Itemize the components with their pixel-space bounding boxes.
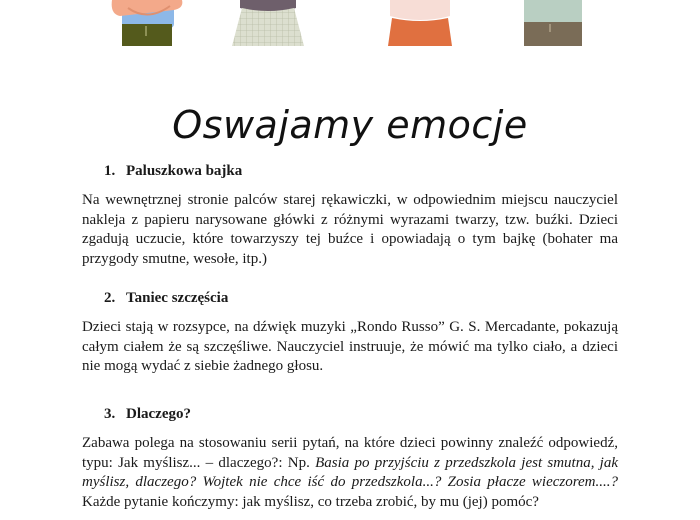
page-title: Oswajamy emocje (172, 103, 528, 148)
section-heading (82, 406, 618, 426)
section-number: 3. (104, 406, 116, 422)
section-title: Dlaczego? (126, 406, 191, 422)
section-heading (82, 163, 618, 183)
child-figure-2 (228, 0, 312, 48)
body-text: Każde pytanie kończymy: jak myślisz, co trzeba zrobić, by mu (jej) pomóc? (82, 493, 539, 510)
section-body: Dzieci stają w rozsypce, na dźwięk muzyki „Rondo Russo” G. S. Mercadante, pokazują całym ciałem że są szczęśliwe. Nauczyciel instruuje, że mówić ma tylko ciało, a dzieci nie mogą wydać z siebie żadnego głosu. (82, 319, 618, 374)
section-title: Paluszkowa bajka (126, 163, 243, 179)
section-body: Na wewnętrznej stronie palców starej rękawiczki, w odpowiednim miejscu nauczyciel nakleja z papieru narysowane główki z różnymi wyrazami twarzy, tzw. buźki. Dzieci zgadują uczucie, które towarzyszy tej buźce i opowiadają o tym bajkę (bohater ma przygody smutne, wesołe, itp.) (82, 192, 618, 267)
section-1 (82, 163, 618, 269)
section-title: Taniec szczęścia (126, 290, 229, 306)
section-number: 1. (104, 163, 116, 179)
example-questions: Basia po przyjściu z przedszkola jest smutna, jak myślisz, dlaczego? Wojtek nie chce iść do przedszkola...? Zosia płacze wieczorem....? (82, 454, 619, 490)
section-2 (82, 290, 618, 377)
body-text: Zabawa polega na stosowaniu serii pytań, na które dzieci powinny znaleźć odpowiedź, typu: Jak myślisz... – dlaczego?: Np. (82, 435, 618, 471)
section-heading (82, 290, 618, 310)
header-illustration (0, 0, 700, 50)
section-body (82, 434, 618, 512)
section-number: 2. (104, 290, 116, 306)
child-figure-4 (520, 0, 586, 48)
child-figure-1 (108, 0, 188, 48)
section-3 (82, 406, 618, 512)
child-figure-3 (384, 0, 458, 48)
